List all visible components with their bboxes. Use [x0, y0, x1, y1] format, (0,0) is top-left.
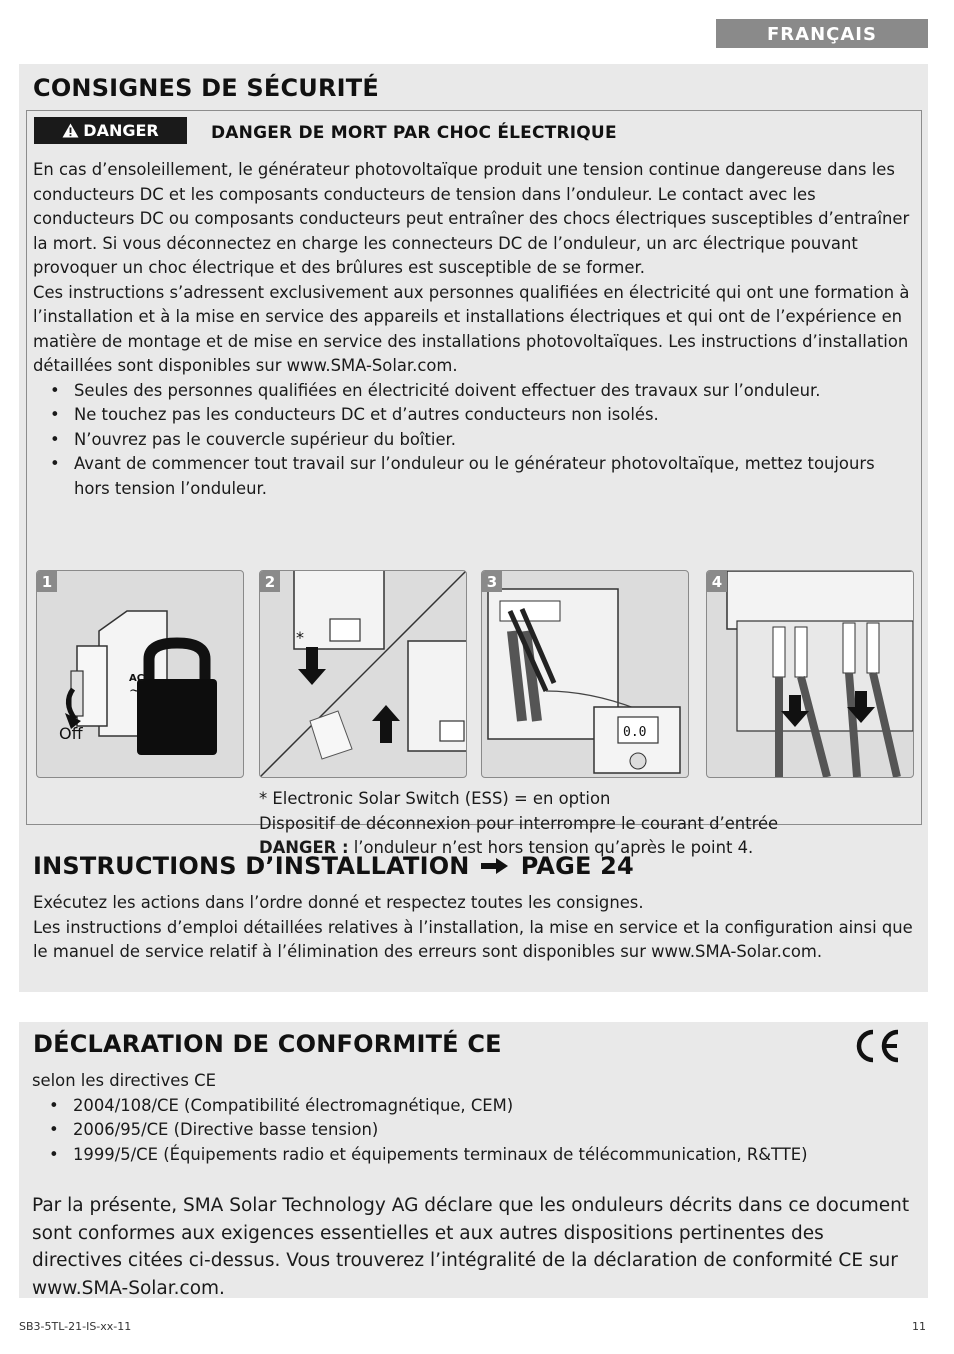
directive-list [32, 1094, 912, 1168]
install-line-1: Exécutez les actions dans l’ordre donné et respectez toutes les consignes. [33, 893, 644, 912]
multimeter-display: 0.0 [623, 725, 647, 740]
figure-notes [259, 787, 778, 861]
voltage-measurement-illustration [482, 571, 688, 777]
conformity-panel [19, 1022, 928, 1298]
safety-text [33, 158, 913, 501]
figure-number: 1 [37, 571, 57, 592]
off-label: Off [59, 724, 83, 743]
danger-note-text: l’onduleur n’est hors tension qu’après le point 4. [348, 838, 754, 857]
figure-3-measure-voltage [481, 570, 689, 778]
figure-number: 4 [707, 571, 727, 592]
conformity-title: DÉCLARATION DE CONFORMITÉ CE [33, 1030, 502, 1058]
list-item: • 2004/108/CE (Compatibilité électromagnétique, CEM) [32, 1094, 912, 1119]
list-item: • 2006/95/CE (Directive basse tension) [32, 1118, 912, 1143]
safety-bullet-list [33, 379, 913, 502]
safety-panel [19, 64, 928, 992]
list-item: • N’ouvrez pas le couvercle supérieur du boîtier. [33, 428, 913, 453]
install-title [33, 852, 634, 880]
page-number: 11 [912, 1320, 926, 1333]
list-item: • Ne touchez pas les conducteurs DC et d’autres conducteurs non isolés. [33, 403, 913, 428]
list-item: • Seules des personnes qualifiées en électricité doivent effectuer des travaux sur l’onduleur. [33, 379, 913, 404]
figure-number: 2 [260, 571, 280, 592]
arrow-right-icon [480, 858, 510, 874]
install-line-2: Les instructions d’emploi détaillées relatives à l’installation, la mise en service et la configuration ainsi que le manuel de service relatif à l’élimination des erreurs sont disponibles sur www.SMA-Solar.com. [33, 917, 913, 961]
breaker-lock-illustration [37, 571, 243, 777]
doc-code: SB3-5TL-21-IS-xx-11 [19, 1320, 132, 1333]
language-tab: FRANÇAIS [716, 19, 928, 48]
install-title-text: INSTRUCTIONS D’INSTALLATION [33, 852, 470, 880]
conformity-statement: Par la présente, SMA Solar Technology AG déclare que les onduleurs décrits dans ce document sont conformes aux exigences essentielles et aux autres dispositions pertinentes des directives citées ci-dessus. Vous trouverez l’intégralité de la déclaration de conformité CE sur www.SMA-Solar.com. [32, 1195, 910, 1299]
conformity-intro: selon les directives CE [32, 1071, 216, 1090]
figure-2-remove-ess [259, 570, 467, 778]
safety-paragraph-2: Ces instructions s’adressent exclusivement aux personnes qualifiées en électricité qui ont une formation à l’installation et à la mise en service des appareils et installations électriques et qui ont de l’expérience en matière de montage et de mise en service des installations photovoltaïques. Les instructions d’installation détaillées sont disponibles sur www.SMA-Solar.com. [33, 282, 910, 375]
ess-removal-illustration [260, 571, 466, 777]
figure-4-disconnect-dc [706, 570, 914, 778]
disconnect-note: Dispositif de déconnexion pour interrompre le courant d’entrée [259, 813, 779, 833]
svg-text:~: ~ [129, 683, 141, 699]
ce-mark-icon [853, 1026, 903, 1066]
danger-title: DANGER DE MORT PAR CHOC ÉLECTRIQUE [211, 123, 617, 143]
safety-title: CONSIGNES DE SÉCURITÉ [33, 74, 379, 102]
danger-badge-label: DANGER [83, 121, 159, 140]
ess-note: * Electronic Solar Switch (ESS) = en option [259, 789, 611, 808]
safety-paragraph-1: En cas d’ensoleillement, le générateur photovoltaïque produit une tension continue dangereuse dans les conducteurs DC et les composants conducteurs de tension dans l’onduleur. Le contact avec les conducteurs DC ou composants conducteurs peut entraîner des chocs électriques susceptibles d’entraîner la mort. Si vous déconnectez en charge les connecteurs DC de l’onduleur, un arc électrique pouvant provoquer un choc électrique et des brûlures est susceptible de se former. [33, 160, 910, 277]
install-page-ref: PAGE 24 [520, 852, 634, 880]
ac-label: AC [129, 673, 145, 684]
danger-badge [34, 117, 187, 144]
figure-1-disconnect-ac [36, 570, 244, 778]
danger-box [26, 110, 922, 857]
list-item: • Avant de commencer tout travail sur l’onduleur ou le générateur photovoltaïque, mettez toujours hors tension l’onduleur. [33, 452, 913, 501]
dc-connectors-illustration [707, 571, 913, 777]
danger-note-label: DANGER : [259, 838, 349, 857]
install-text [33, 891, 913, 965]
list-item: • 1999/5/CE (Équipements radio et équipements terminaux de télécommunication, R&TTE) [32, 1143, 912, 1168]
asterisk-label: * [296, 628, 304, 647]
conformity-directives [32, 1069, 912, 1167]
figure-number: 3 [482, 571, 502, 592]
warning-icon [62, 123, 79, 138]
